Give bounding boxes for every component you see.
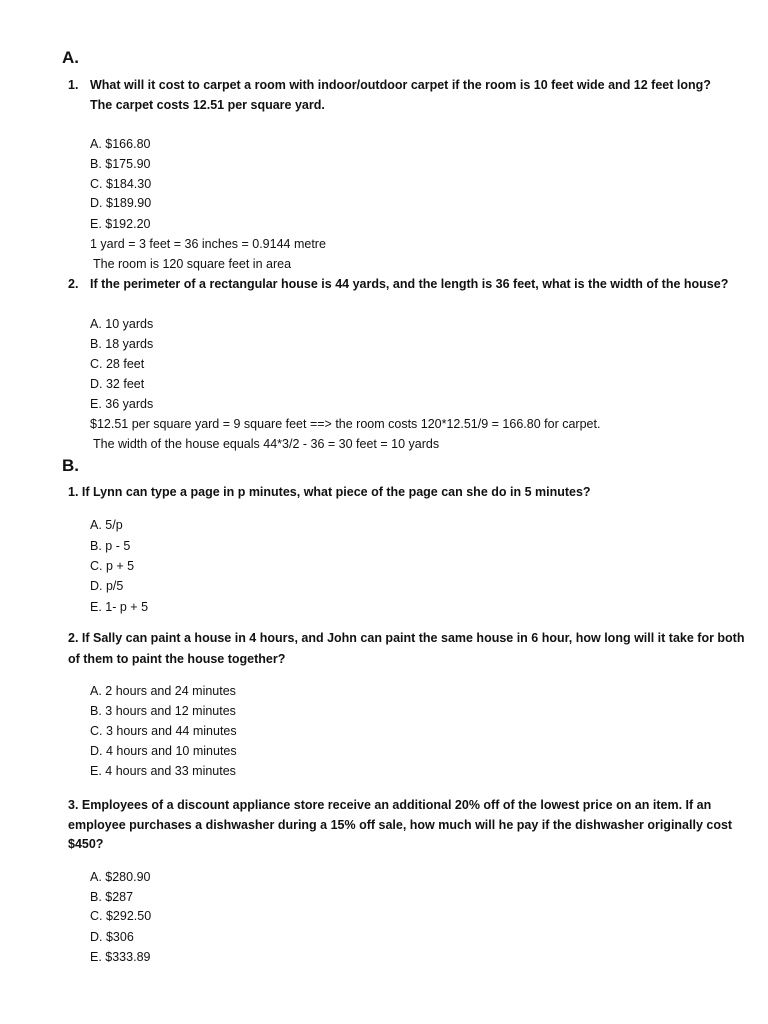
question-text: 3. Employees of a discount appliance store receive an additional 20% off of the lowest price on an item. If an <box>68 798 712 812</box>
question-text: 1. If Lynn can type a page in p minutes, what piece of the page can she do in 5 minutes? <box>68 485 591 499</box>
answer-option: A. $166.80 <box>90 137 151 151</box>
answer-option: D. 4 hours and 10 minutes <box>90 744 237 758</box>
answer-option: E. 1- p + 5 <box>90 600 149 614</box>
answer-option: B. p - 5 <box>90 539 131 553</box>
answer-option: C. $292.50 <box>90 909 152 923</box>
question-number: 1. <box>68 78 79 92</box>
answer-option: E. $192.20 <box>90 217 151 231</box>
question-number: 2. <box>68 277 79 291</box>
answer-option: C. $184.30 <box>90 177 152 191</box>
note-text: The room is 120 square feet in area <box>93 257 292 271</box>
question-text: of them to paint the house together? <box>68 652 286 666</box>
answer-option: B. $287 <box>90 890 134 904</box>
question-text: What will it cost to carpet a room with indoor/outdoor carpet if the room is 10 feet wide and 12 feet long? <box>90 78 711 92</box>
note-text: 1 yard = 3 feet = 36 inches = 0.9144 metre <box>90 237 326 251</box>
question-text: If the perimeter of a rectangular house is 44 yards, and the length is 36 feet, what is the width of the house? <box>90 277 729 291</box>
answer-option: C. 3 hours and 44 minutes <box>90 724 237 738</box>
question-text: 2. If Sally can paint a house in 4 hours, and John can paint the same house in 6 hour, how long will it take for both <box>68 631 745 645</box>
answer-option: B. $175.90 <box>90 157 151 171</box>
answer-option: A. 10 yards <box>90 317 154 331</box>
answer-option: A. 5/p <box>90 518 123 532</box>
question-text: employee purchases a dishwasher during a 15% off sale, how much will he pay if the dishwasher originally cost <box>68 818 733 832</box>
answer-option: B. 3 hours and 12 minutes <box>90 704 236 718</box>
answer-option: E. 4 hours and 33 minutes <box>90 764 236 778</box>
answer-option: A. $280.90 <box>90 870 151 884</box>
answer-option: E. $333.89 <box>90 950 151 964</box>
question-text: $450? <box>68 837 104 851</box>
answer-option: D. $306 <box>90 930 134 944</box>
note-text: The width of the house equals 44*3/2 - 36 = 30 feet = 10 yards <box>93 437 440 451</box>
note-text: $12.51 per square yard = 9 square feet ==> the room costs 120*12.51/9 = 166.80 for carpet. <box>90 417 601 431</box>
section-a-heading: A. <box>62 48 79 67</box>
answer-option: C. 28 feet <box>90 357 145 371</box>
answer-option: B. 18 yards <box>90 337 154 351</box>
answer-option: C. p + 5 <box>90 559 135 573</box>
answer-option: D. p/5 <box>90 579 124 593</box>
answer-option: D. 32 feet <box>90 377 145 391</box>
section-b-heading: B. <box>62 456 79 475</box>
answer-option: E. 36 yards <box>90 397 154 411</box>
question-text: The carpet costs 12.51 per square yard. <box>90 98 325 112</box>
answer-option: A. 2 hours and 24 minutes <box>90 684 236 698</box>
answer-option: D. $189.90 <box>90 196 152 210</box>
